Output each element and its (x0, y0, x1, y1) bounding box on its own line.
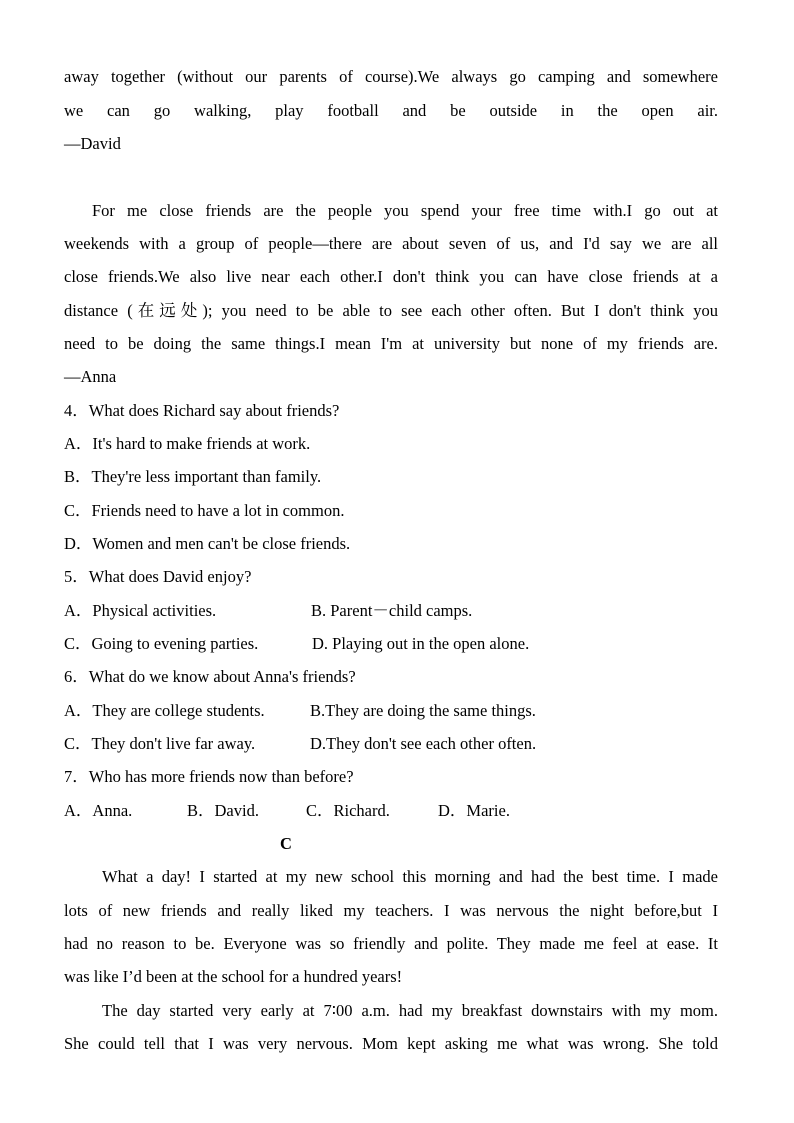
question-6-option-d: D.They don't see each other often. (310, 734, 537, 753)
anna-text-line-5: need to be doing the same things.I mean I'm at university but none of my friends are. (64, 334, 718, 353)
anna-text-line-1: For me close friends are the people you spend your free time with.I go out at (92, 201, 718, 220)
question-6-option-a: A．They are college students. (64, 701, 265, 720)
david-text-line-1: away together (without our parents of course).We always go camping and somewhere (64, 67, 718, 86)
passage-c-heading: C (280, 834, 292, 853)
question-5-option-a: A．Physical activities. (64, 601, 217, 620)
question-4-option-c: C．Friends need to have a lot in common. (64, 501, 345, 520)
question-7-stem: 7．Who has more friends now than before? (64, 767, 354, 786)
question-4-option-a: A．It's hard to make friends at work. (64, 434, 311, 453)
passage-c-p1-line-1: What a day! I started at my new school this morning and had the best time. I made (102, 867, 718, 886)
passage-c-p2-line-2: She could tell that I was very nervous. Mom kept asking me what was wrong. She told (64, 1034, 718, 1053)
passage-c-p1-line-2: lots of new friends and really liked my teachers. I was nervous the night before,but I (64, 901, 718, 920)
question-4-stem: 4．What does Richard say about friends? (64, 401, 340, 420)
question-6-option-b: B.They are doing the same things. (310, 701, 536, 720)
anna-text-line-2: weekends with a group of people—there are about seven of us, and I'd say we are all (64, 234, 718, 253)
question-4-option-b: B．They're less important than family. (64, 467, 322, 486)
anna-text-line-3: close friends.We also live near each other.I don't think you can have close friends at a (64, 267, 718, 286)
david-text-line-2: we can go walking, play football and be outside in the open air. (64, 101, 718, 120)
passage-c-p1-line-3: had no reason to be. Everyone was so friendly and polite. They made me feel at ease. It (64, 934, 718, 953)
question-5-stem: 5．What does David enjoy? (64, 567, 252, 586)
question-5-option-d: D. Playing out in the open alone. (312, 634, 530, 653)
question-5-option-b: B. Parent－child camps. (311, 601, 473, 620)
question-6-option-c: C．They don't live far away. (64, 734, 256, 753)
anna-text-line-4: distance (在远处); you need to be able to see each other often. But I don't think you (64, 301, 718, 320)
question-7-option-d: D．Marie. (438, 801, 510, 820)
anna-signature: —Anna (64, 367, 117, 386)
question-7-option-a: A．Anna. (64, 801, 133, 820)
question-7-option-b: B．David. (187, 801, 259, 820)
question-6-stem: 6．What do we know about Anna's friends? (64, 667, 356, 686)
question-5-option-c: C．Going to evening parties. (64, 634, 259, 653)
passage-c-p1-line-4: was like I’d been at the school for a hundred years! (64, 967, 403, 986)
david-signature: —David (64, 134, 121, 153)
question-4-option-d: D．Women and men can't be close friends. (64, 534, 351, 553)
passage-c-p2-line-1: The day started very early at 7∶00 a.m. had my breakfast downstairs with my mom. (102, 1001, 718, 1020)
question-7-option-c: C．Richard. (306, 801, 390, 820)
